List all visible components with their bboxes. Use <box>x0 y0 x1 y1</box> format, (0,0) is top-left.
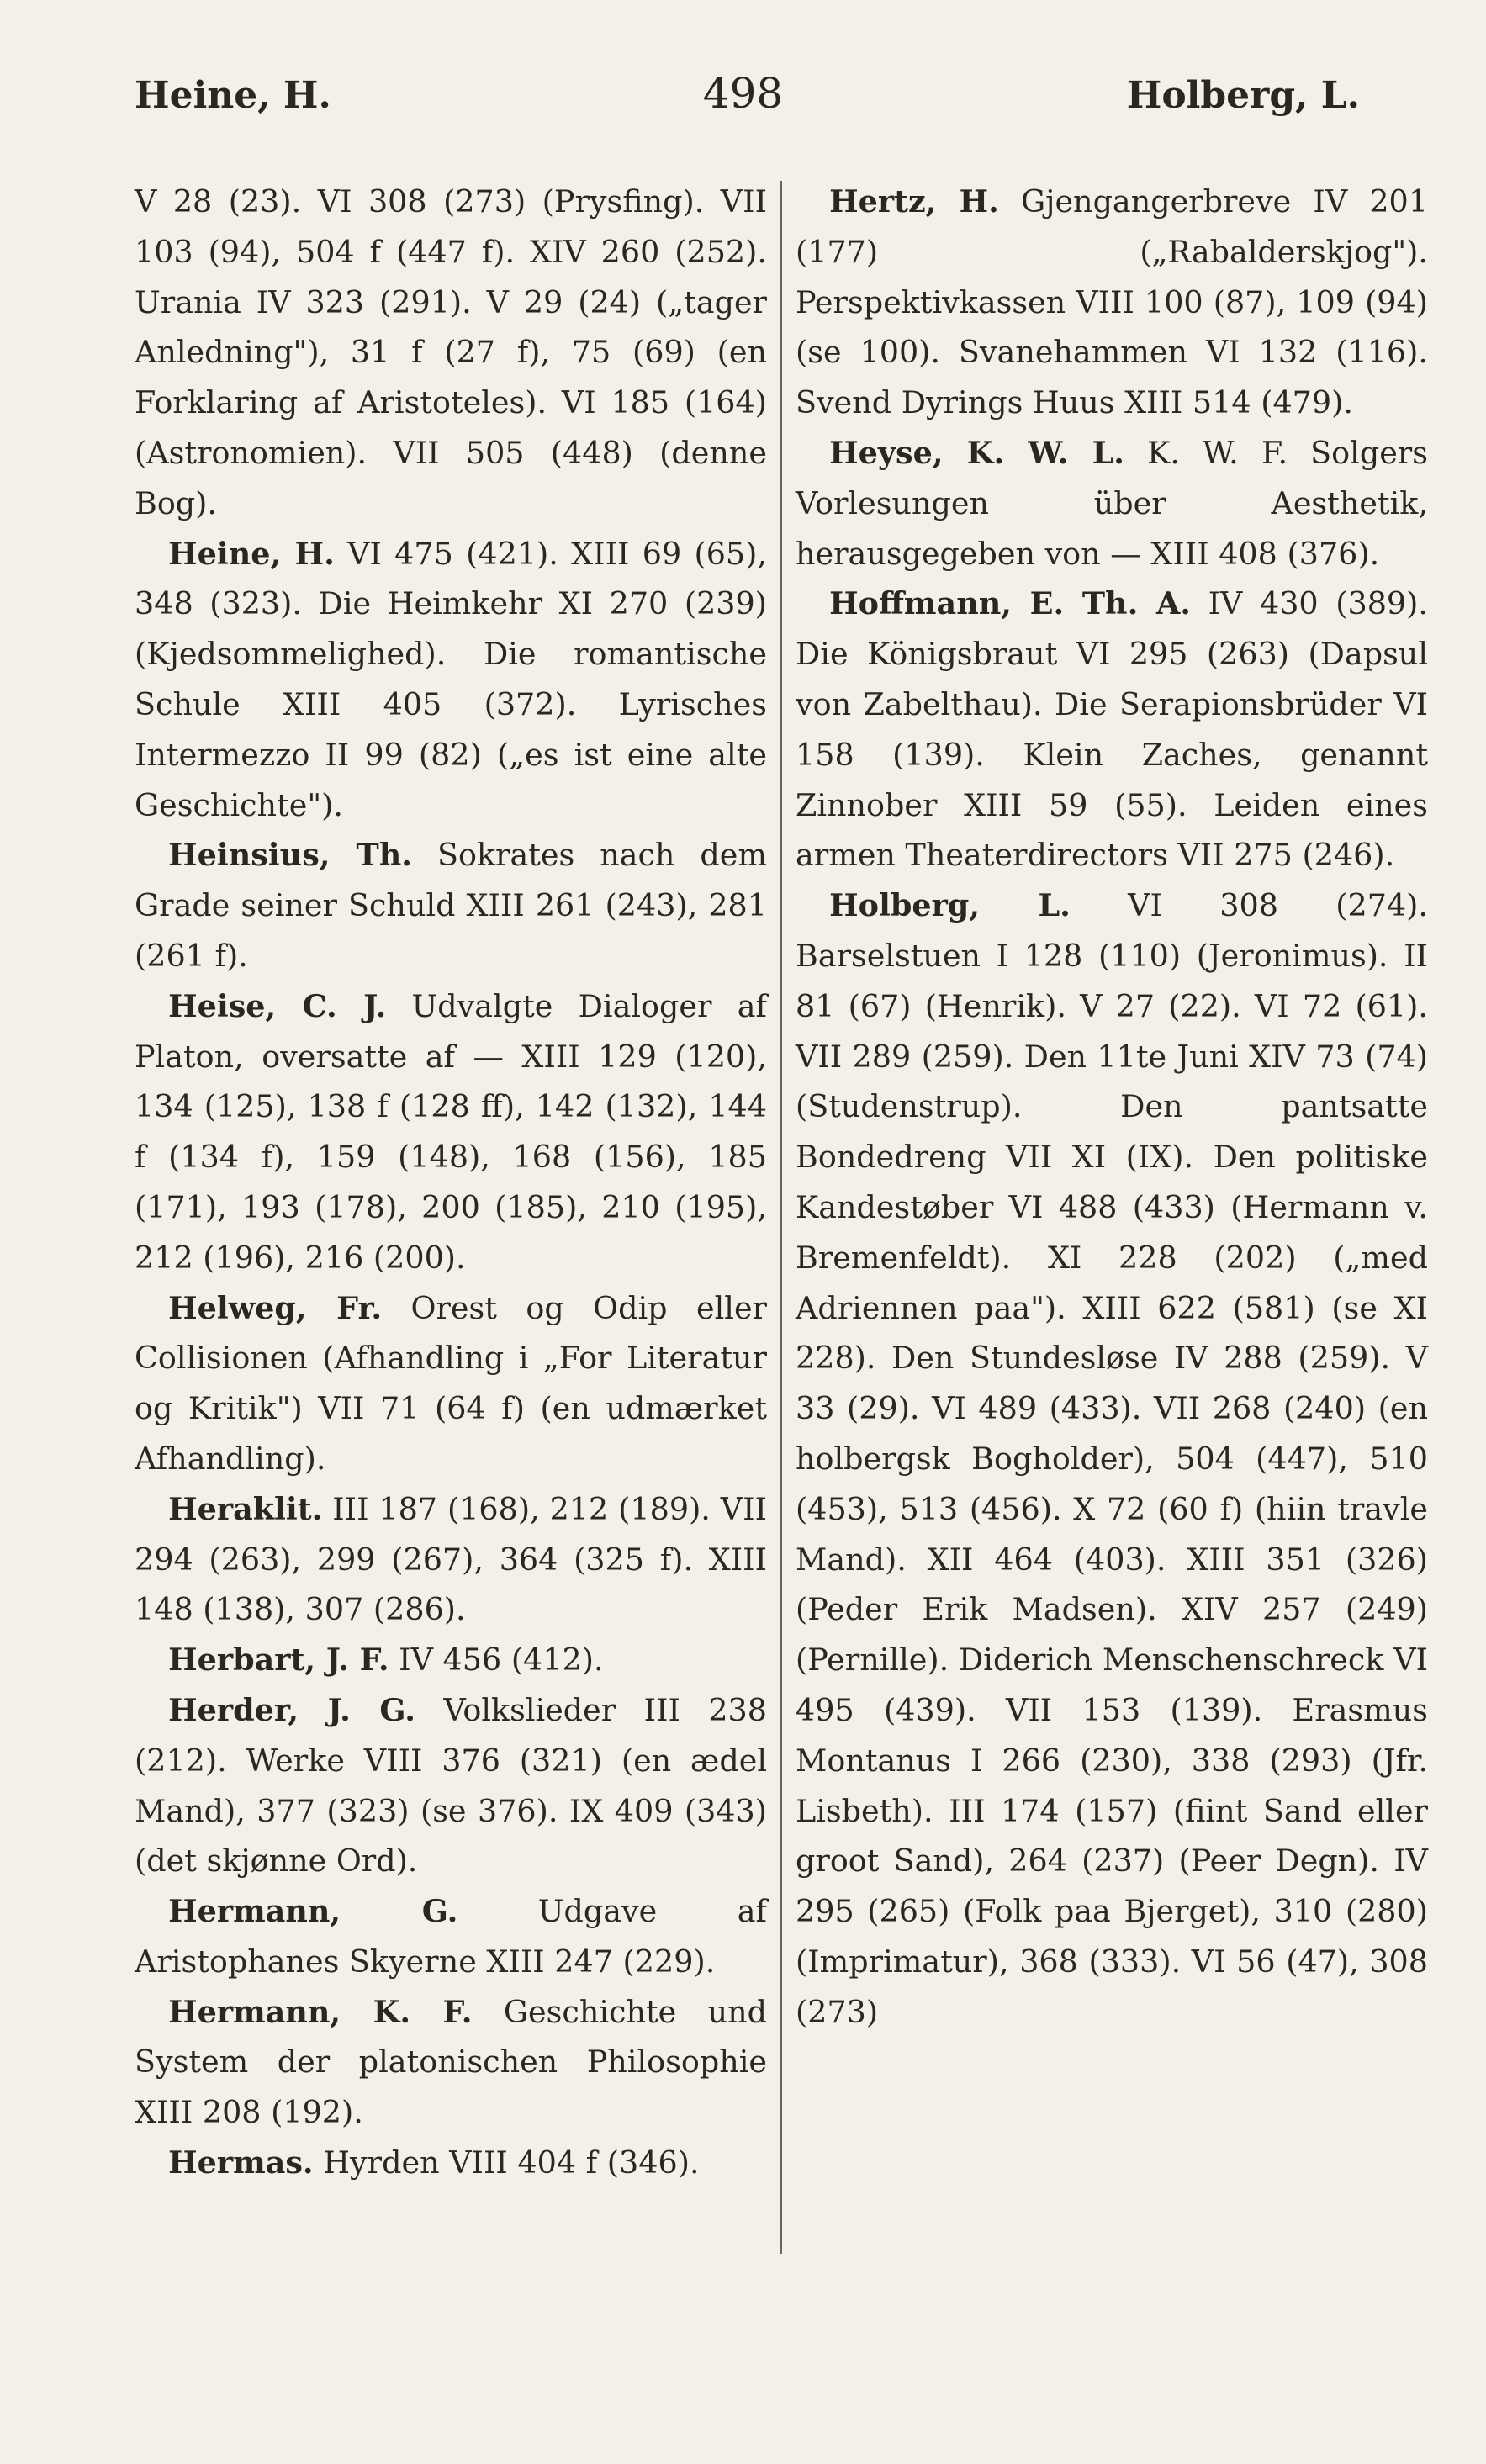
entry-heading: Hermann, G. <box>168 1893 458 1930</box>
index-entry <box>135 1484 767 1635</box>
entry-text: K. W. F. Solgers Vorlesungen über Aesthetik, herausgegeben von — XIII 408 (376). <box>796 434 1428 572</box>
entry-text: Udgave af Aristophanes Skyerne XIII 247 (229). <box>135 1893 767 1980</box>
index-entry <box>135 830 767 981</box>
entry-text: Volkslieder III 238 (212). Werke VIII 376 (321) (en ædel Mand), 377 (323) (se 376). IX 409 (343) (det skjønne Ord). <box>135 1691 767 1880</box>
entry-heading: Heine, H. <box>168 535 335 572</box>
index-entry <box>796 428 1428 579</box>
entry-text: IV 430 (389). Die Königsbraut VI 295 (263) (Dapsul von Zabelthau). Die Serapionsbrüder VI 158 (139). Klein Zaches, genannt Zinnober XIII 59 (55). Leiden eines armen Theaterdirectors VII 275 (246). <box>796 585 1428 874</box>
entry-heading: Heraklit. <box>168 1490 323 1527</box>
entry-text: Hyrden VIII 404 f (346). <box>323 2144 700 2181</box>
left-column <box>135 177 767 2188</box>
index-entry <box>796 880 1428 2037</box>
entry-heading: Herder, J. G. <box>168 1691 415 1728</box>
entry-heading: Hermas. <box>168 2144 314 2181</box>
entry-text: III 187 (168), 212 (189). VII 294 (263), 299 (267), 364 (325 f). XIII 148 (138), 307 (286). <box>135 1490 768 1628</box>
index-entry <box>135 1635 767 1685</box>
column-divider <box>780 181 782 2254</box>
running-head-right: Holberg, L. <box>1126 74 1360 117</box>
entry-text: Udvalgte Dialoger af Platon, oversatte af — XIII 129 (120), 134 (125), 138 f (128 ff), 142 (132), 144 f (134 f), 159 (148), 168 (156), 185 (171), 193 (178), 200 (185), 210 (195), 212 (196), 216 (200). <box>135 987 767 1276</box>
index-entry <box>135 1685 767 1886</box>
entry-text: Geschichte und System der platonischen Philosophie XIII 208 (192). <box>135 1993 767 2131</box>
entry-heading: Heise, C. J. <box>168 987 387 1024</box>
entry-heading: Hertz, H. <box>829 183 999 219</box>
entry-text: VI 475 (421). XIII 69 (65), 348 (323). Die Heimkehr XI 270 (239) (Kjedsommelighed). Die romantische Schule XIII 405 (372). Lyrisches Intermezzo II 99 (82) („es ist eine alte Geschichte"). <box>135 535 767 823</box>
index-entry <box>796 579 1428 880</box>
entry-text: IV 456 (412). <box>399 1642 604 1679</box>
entry-heading: Helweg, Fr. <box>168 1289 383 1326</box>
index-entry <box>796 177 1428 428</box>
entry-text: Orest og Odip eller Collisionen (Afhandling i „For Literatur og Kritik") VII 71 (64 f) (en udmærket Afhandling). <box>135 1289 767 1477</box>
entry-heading: Heyse, K. W. L. <box>829 434 1124 471</box>
index-entry <box>135 529 767 831</box>
index-entry <box>135 1987 767 2138</box>
index-entry <box>135 1886 767 1987</box>
entry-text: VI 308 (274). Barselstuen I 128 (110) (Jeronimus). II 81 (67) (Henrik). V 27 (22). VI 72 (61). VII 289 (259). Den 11te Juni XIV 73 (74) (Studenstrup). Den pantsatte Bondedreng VII XI (IX). Den politiske Kandestøber VI 488 (433) (Hermann v. Bremenfeldt). XI 228 (202) („med Adriennen paa"). XIII 622 (581) (se XI 228). Den Stundesløse IV 288 (259). V 33 (29). VI 489 (433). VII 268 (240) (en holbergsk Bogholder), 504 (447), 510 (453), 513 (456). X 72 (60 f) (hiin travle Mand). XII 464 (403). XIII 351 (326) (Peder Erik Madsen). XIV 257 (249) (Pernille). Diderich Menschenschreck VI 495 (439). VII 153 (139). Erasmus Montanus I 266 (230), 338 (293) (Jfr. Lisbeth). III 174 (157) (fiint Sand eller groot Sand), 264 (237) (Peer Degn). IV 295 (265) (Folk paa Bjerget), 310 (280) (Imprimatur), 368 (333). VI 56 (47), 308 (273) <box>796 887 1429 2030</box>
running-head-left: Heine, H. <box>135 74 331 117</box>
index-entry <box>135 177 767 529</box>
entry-text: V 28 (23). VI 308 (273) (Prysfing). VII 103 (94), 504 f (447 f). XIV 260 (252). Urania IV 323 (291). V 29 (24) („tager Anledning"), 31 f (27 f), 75 (69) (en Forklaring af Aristoteles). VI 185 (164) (Astronomien). VII 505 (448) (denne Bog). <box>135 183 767 521</box>
entry-heading: Holberg, L. <box>829 887 1071 924</box>
entry-heading: Heinsius, Th. <box>168 837 412 874</box>
entry-heading: Hermann, K. F. <box>168 1993 473 2030</box>
index-entry <box>135 2138 767 2188</box>
index-entry <box>135 981 767 1283</box>
entry-text: Sokrates nach dem Grade seiner Schuld XIII 261 (243), 281 (261 f). <box>135 837 767 974</box>
index-entry <box>135 1283 767 1484</box>
page-number: 498 <box>702 69 784 118</box>
entry-text: Gjengangerbreve IV 201 (177) („Rabalderskjog"). Perspektivkassen VIII 100 (87), 109 (94) (se 100). Svanehammen VI 132 (116). Svend Dyrings Huus XIII 514 (479). <box>796 183 1428 421</box>
entry-heading: Herbart, J. F. <box>168 1642 389 1679</box>
right-column <box>796 177 1428 2037</box>
entry-heading: Hoffmann, E. Th. A. <box>829 585 1192 622</box>
